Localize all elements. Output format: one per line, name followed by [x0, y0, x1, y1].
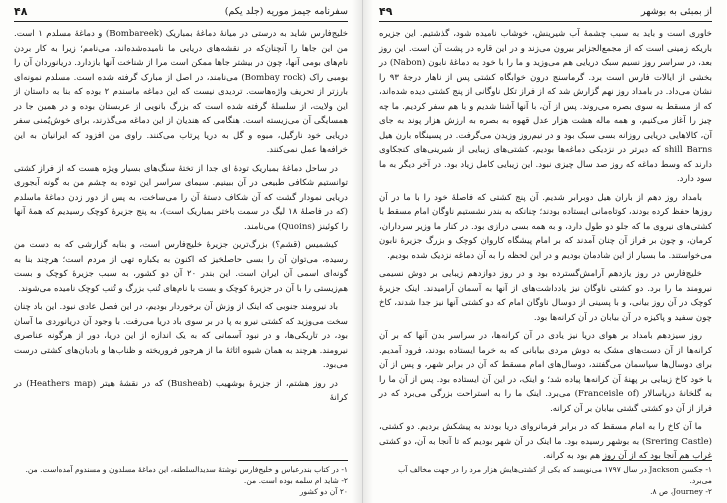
left-page-header: [14, 6, 348, 22]
right-running-head: از بمبئی به بوشهر: [641, 6, 712, 17]
paragraph: بامداد روز دهم از باران هیل دوبرابر شدیم. آن پنج کشتی که فاصلهٔ خود را با ما در آن روزها حفظ کرده بودند، کوتاه‌مانی ایستاده بودند؛ چنانکه به بندر نشستیم ناوگان امام مسقط با کشتی‌های نیروی ما که جلو دو طول دارد، و به همه بسی درازی بود. در کنار ما وزیر سرداران، کرمان، و چون بر فراز آن چنان آمدند که بر امام پیشگاه کاروان کوچک و بزرگ جزیرهٔ نابون می‌خواستند. ما بسیار از این شادمان بودیم و در این لحظه را به آن دماغه نزدیک شده بودیم.: [379, 192, 712, 261]
paragraph: در روز هشتم، از جزیرهٔ بوشهیب (Busheab) که در نقشهٔ هیتر (Heathers map) در کرانهٔ: [14, 378, 348, 403]
paragraph: کیشمیس (قشم؟) بزرگ‌ترین جزیرهٔ خلیج‌فارس است، و بنابه گزارشی که به دست من رسیده، می‌توان آن را بسی حاصلخیز که اکنون به یکباره تهی از مردم است؛ هرچند بنا به گونه‌ای اسمی آن ایران است. این بندر ۲۰ آن دو کشور، به سبب جزیرهٔ کوچک و بست هم‌زیستی را با آن در جزیرهٔ کوچک و بست با نام‌های تُنب بزرگ و تُنب کوچک نامیده می‌شوند.: [14, 240, 348, 294]
right-page-number: ۴۹: [379, 5, 393, 18]
footnote: ۲۰ آن دو کشور: [299, 487, 348, 496]
footnote-rule: [238, 460, 348, 461]
footnote: ۲- Journey، ص ۸.: [650, 487, 712, 496]
paragraph: روز سیزدهم بامداد بر هوای دریا نیز یادی در آن کرانه‌ها، در سراسر بدن آنها که بر آن کرانه‌ها از آن دست‌های مشک به دوش مردی بیابانی که به خرما ایستاده بودند، فرود آمدیم. برای دوسال‌ها سپاسمان می‌گفتند، دوسال‌های امام مسقط که آن در برابر شهر، و پس از آن با خود کاخ زیبایی بر پهنهٔ آن کرانه‌ها پیاده شد؛ و اینک، در این آن ایستاده بود. پس از آن ما را به گلخانهٔ دریاسالار (Franceisle of) می‌برد. اینک ما را به استراحت بزرگی می‌برد که در فراز از آن دو کشتی گشتی بیابان بر آن کرانه.: [379, 331, 712, 414]
left-page: [0, 0, 363, 503]
right-page-header: [379, 6, 712, 22]
left-footnotes: [14, 460, 348, 497]
gutter-shadow: [363, 0, 373, 503]
footnote: ۱- در کتاب بندرعباس و خلیج‌فارس نوشتهٔ سدیدالسلطنه، این دماغهٔ مسلدون و مسندوم آمده‌است. من.: [25, 465, 348, 474]
right-page-body: [379, 27, 712, 464]
paragraph: ما آن کاخ را به امام مسقط که در برابر فرمانروای دریا بودند به پیشکش بردیم. دو کشتی، (Srering Castle) به بوشهر رسیده بود. ما اینک در آن شهر بودیم که تا آنجا به آن، دو کشتی غراب هم آنجا بود که از آن روز هم بود به کرانه.: [379, 422, 713, 461]
left-running-head: سفرنامه جیمز موریه (جلد یکم): [224, 6, 348, 17]
footnote: ۱- جکسن Jackson در سال ۱۷۹۷ می‌نویسد که یکی از کشتی‌هایش هزار مرد را در جهت مخالف آب می‌برد.: [398, 465, 712, 485]
paragraph: باد نیرومند جنوبی که اینک از وزش آن برخوردار بودیم، در این فصل عادی نبود. این باد چنان سخت می‌وزید که کشتی نیرو به پا در بر سوی باد دریا می‌رفت. با وجود آن دریانوردی ما آسان بود، در تاریکی‌ها، و در نبود آسمانی که به یک اندازه از این دریا، دور از هرگونه عناصری نیرومند. هرچند به همان شیوه اثاثهٔ ما از هرجور فروریخته و ظناب‌ها و بادبان‌های کشتی درست می‌بود.: [14, 302, 348, 370]
left-page-body: [14, 27, 348, 406]
left-page-number: ۴۸: [14, 5, 28, 18]
footnote-rule: [602, 460, 712, 461]
footnote: ۲- شاید ام سلمه بوده است. من.: [243, 476, 348, 485]
paragraph: خلیج‌فارس شاید به درستی در میانهٔ دماغهٔ بمباریک (Bombareek) و دماغهٔ مسلدم ۱ است. من این جاها را آنچنان‌که در نقشه‌های دریایی ما نامیده‌شده‌اند، می‌نامم؛ زیرا به کار بردن نام‌های بومی آنها، چون در بیشتر جاها ممکن است مرا از شناخت آنها بازدارد. دریانوردان آن را بومبی راک (Bombay rock) می‌نامند، در اصل از مبارک گرفته شده است. مسلدم نمونه‌ای بارزتر از تحریف واژه‌هاست. تردیدی نیست که این دماغه ماسندم ۲ بوده که بنا به داستان از این ولایت، از سلسلهٔ گرفته شده است که بزرگ بانویی از عربستان بوده و در همین جا در همسایگی آن می‌زیسته است. هنگامی که هندیان از این دماغه می‌گذرند، برای خوش‌یُمنی سفر دریایی خود نارگیل، میوه و گل به دریا پرتاب می‌کنند. راوی من افزود که ایرانیان به این خرافه‌ها عمل نمی‌کنند.: [14, 29, 349, 155]
right-footnotes: [377, 460, 712, 497]
right-page: [363, 0, 726, 503]
paragraph: خاوری است و باید به سبب چشمهٔ آب شیرینش، خوشاب نامیده شود، گذشتیم. این جزیره باریکه زمینی است که از مجمع‌الجزایر بیرون می‌زند و در این قاره در پشت آن است. این روز بعد، در سراسر روز نسیم سبک دریایی هم می‌وزید و ما را با خود به دماغهٔ نابون (Nabon) در بخشی از ایالات فارس است برد. گرماسنج درون خوابگاه کشتی پس از ناهار درجهٔ ۹۳ را نشان می‌داد. در بامداد روز نهم گزارش شد که از فراز تکل ناوگانی از پنج کشتی دیده شده‌اند، که از مسقط به سوی بصره می‌روند. پس از آن، با آنها آشنا شدیم و با هم سفر کردیم. ما چه چیز را آغاز می‌کنیم، و همه ماله هشت هزار عدل قهوه به بصره به ارزش هزار پوند به جای آن، کالاهایی دریایی روزانه بسی سبک بود و در نیم‌روز وزیدن می‌گرفت. در پسینگاه بارن هیل shill Barns که دیرتر در نزدیکی دماغه‌ها بودیم، کشتی‌های زیبایی از شیرینی‌های کنجکاوی دارند که وسط دماغه که روز صد سال چیزی نبود. این زیبایی کامل زیاد بود. در آخر دیگر به ما سود دارد.: [379, 29, 713, 184]
paragraph: در ساحل دماغهٔ بمباریک تودهٔ ای جدا از تختهٔ سنگ‌های بسیار ویژه هست که از فراز کشتی توانستیم شکافی طبیعی در آن ببینیم. سیمای سراسر این توده به چشم من به گونه آبجوری دریایی نمودار گشت که آن شکاف دستهٔ آن را می‌ساخت، به پس از دور زدن دماغهٔ ماسلدم (که در فاصلهٔ ۱۸ لیگ در سمت باختر بمباریک است)، به پنج جزیرهٔ کوچک رسیدیم که همهٔ آنها را کوئینز (Quoins) می‌نامند.: [14, 163, 348, 232]
gutter-shadow: [352, 0, 362, 503]
paragraph: خلیج‌فارس در روز یازدهم آرامش‌گسترده بود و در روز دوازدهم زیبایی بر دوش نسیمی نیرومند ما را برد. دو کشتی ناوگان نیز یادداشت‌های از آنها به آسمان آرامیدند. اینک جزیرهٔ کوچک در آن روز بیانی، و با پسینی از دوسال ناوگان امام که دو کشتی آنها نیز جدا شدند، کاخ چون سفید و پاکیزه در آن بیابان در آن کرانه‌ها بود.: [379, 269, 712, 323]
